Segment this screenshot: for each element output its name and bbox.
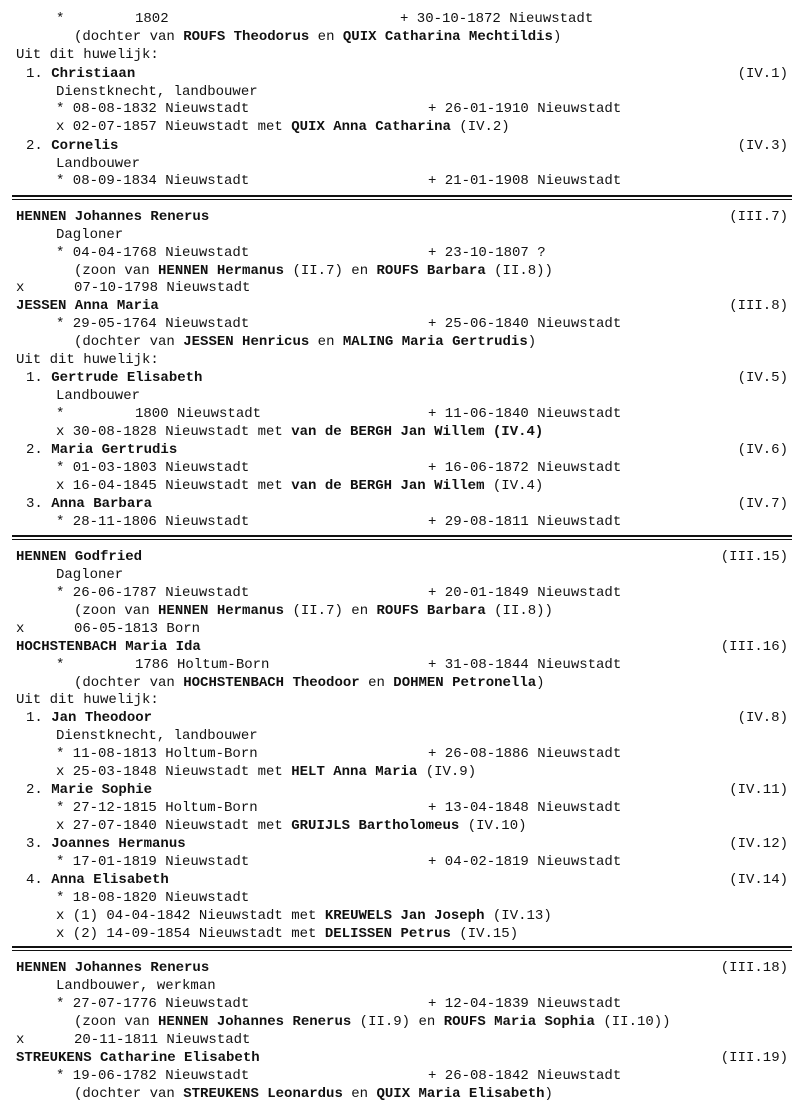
- child-birth: * 18-08-1820 Nieuwstadt: [56, 890, 250, 906]
- spouse-birth-star: *: [56, 657, 65, 673]
- child-heading: 3. Anna Barbara: [26, 496, 153, 512]
- child-marriage: x 25-03-1848 Nieuwstadt met HELT Anna Maria (IV.9): [56, 764, 477, 780]
- marriage-text: 06-05-1813 Born: [74, 621, 201, 637]
- child-birth: * 27-12-1815 Holtum-Born: [56, 800, 258, 816]
- section-divider: [12, 535, 792, 540]
- child-marriage: x 27-07-1840 Nieuwstadt met GRUIJLS Bartholomeus (IV.10): [56, 818, 527, 834]
- child-death: + 21-01-1908 Nieuwstadt: [428, 173, 622, 189]
- birth-year: 1802: [135, 11, 169, 27]
- spouse-parents-line: (dochter van JESSEN Henricus en MALING Maria Gertrudis): [74, 334, 537, 350]
- child-heading: 4. Anna Elisabeth: [26, 872, 169, 888]
- child-ref: (IV.12): [729, 836, 788, 852]
- marriage-text: 20-11-1811 Nieuwstadt: [74, 1032, 251, 1048]
- child-ref: (IV.1): [737, 66, 788, 82]
- child-birth: * 08-09-1834 Nieuwstadt: [56, 173, 250, 189]
- person-ref: (III.15): [720, 549, 788, 565]
- parents-line: (zoon van HENNEN Johannes Renerus (II.9) en ROUFS Maria Sophia (II.10)): [74, 1014, 671, 1030]
- person-name: HENNEN Johannes Renerus: [16, 209, 210, 225]
- child-heading: 1. Christiaan: [26, 66, 136, 82]
- child-death: + 29-08-1811 Nieuwstadt: [428, 514, 622, 530]
- child-ref: (IV.3): [737, 138, 788, 154]
- marriage-text: 07-10-1798 Nieuwstadt: [74, 280, 251, 296]
- spouse-death: + 25-06-1840 Nieuwstadt: [428, 316, 622, 332]
- parents-line: (zoon van HENNEN Hermanus (II.7) en ROUFS Barbara (II.8)): [74, 263, 553, 279]
- marriage-x: x: [16, 1032, 25, 1048]
- spouse-ref: (III.19): [720, 1050, 788, 1066]
- child-occupation: Landbouwer: [56, 388, 141, 404]
- child-marriage-2: x (2) 14-09-1854 Nieuwstadt met DELISSEN Petrus (IV.15): [56, 926, 519, 942]
- child-ref: (IV.8): [737, 710, 788, 726]
- child-occupation: Dienstknecht, landbouwer: [56, 728, 258, 744]
- spouse-name: JESSEN Anna Maria: [16, 298, 159, 314]
- child-birth: * 28-11-1806 Nieuwstadt: [56, 514, 250, 530]
- child-ref: (IV.5): [737, 370, 788, 386]
- spouse-ref: (III.8): [729, 298, 788, 314]
- spouse-ref: (III.16): [720, 639, 788, 655]
- spouse-death: + 26-08-1842 Nieuwstadt: [428, 1068, 622, 1084]
- person-occupation: Dagloner: [56, 227, 124, 243]
- spouse-parents-line: (dochter van HOCHSTENBACH Theodoor en DOHMEN Petronella): [74, 675, 545, 691]
- children-header: Uit dit huwelijk:: [16, 47, 159, 63]
- child-death: + 11-06-1840 Nieuwstadt: [428, 406, 622, 422]
- child-death: + 26-08-1886 Nieuwstadt: [428, 746, 622, 762]
- child-heading: 1. Gertrude Elisabeth: [26, 370, 203, 386]
- child-birth: * 01-03-1803 Nieuwstadt: [56, 460, 250, 476]
- child-ref: (IV.6): [737, 442, 788, 458]
- child-birth-star: *: [56, 406, 65, 422]
- child-marriage: x (1) 04-04-1842 Nieuwstadt met KREUWELS Jan Joseph (IV.13): [56, 908, 552, 924]
- child-heading: 2. Marie Sophie: [26, 782, 153, 798]
- child-marriage: x 30-08-1828 Nieuwstadt met van de BERGH Jan Willem (IV.4): [56, 424, 544, 440]
- person-ref: (III.18): [720, 960, 788, 976]
- spouse-birth: 1786 Holtum-Born: [135, 657, 270, 673]
- parents-line: (dochter van ROUFS Theodorus en QUIX Catharina Mechtildis): [74, 29, 562, 45]
- person-name: HENNEN Johannes Renerus: [16, 960, 210, 976]
- child-birth: * 17-01-1819 Nieuwstadt: [56, 854, 250, 870]
- child-ref: (IV.11): [729, 782, 788, 798]
- person-birth: * 26-06-1787 Nieuwstadt: [56, 585, 250, 601]
- child-occupation: Landbouwer: [56, 156, 141, 172]
- person-occupation: Landbouwer, werkman: [56, 978, 216, 994]
- birth-star: *: [56, 11, 65, 27]
- child-death: + 13-04-1848 Nieuwstadt: [428, 800, 622, 816]
- spouse-birth: * 29-05-1764 Nieuwstadt: [56, 316, 250, 332]
- child-ref: (IV.7): [737, 496, 788, 512]
- marriage-x: x: [16, 621, 25, 637]
- child-ref: (IV.14): [729, 872, 788, 888]
- child-marriage: x 02-07-1857 Nieuwstadt met QUIX Anna Catharina (IV.2): [56, 119, 510, 135]
- spouse-death: + 31-08-1844 Nieuwstadt: [428, 657, 622, 673]
- person-ref: (III.7): [729, 209, 788, 225]
- parents-line: (zoon van HENNEN Hermanus (II.7) en ROUFS Barbara (II.8)): [74, 603, 553, 619]
- person-occupation: Dagloner: [56, 567, 124, 583]
- child-birth: * 11-08-1813 Holtum-Born: [56, 746, 258, 762]
- person-death: + 23-10-1807 ?: [428, 245, 546, 261]
- child-birth: 1800 Nieuwstadt: [135, 406, 262, 422]
- person-name: HENNEN Godfried: [16, 549, 143, 565]
- child-death: + 26-01-1910 Nieuwstadt: [428, 101, 622, 117]
- child-heading: 2. Maria Gertrudis: [26, 442, 178, 458]
- child-death: + 16-06-1872 Nieuwstadt: [428, 460, 622, 476]
- spouse-birth: * 19-06-1782 Nieuwstadt: [56, 1068, 250, 1084]
- person-death: + 20-01-1849 Nieuwstadt: [428, 585, 622, 601]
- child-heading: 3. Joannes Hermanus: [26, 836, 186, 852]
- child-death: + 04-02-1819 Nieuwstadt: [428, 854, 622, 870]
- section-divider: [12, 946, 792, 951]
- child-birth: * 08-08-1832 Nieuwstadt: [56, 101, 250, 117]
- children-header: Uit dit huwelijk:: [16, 692, 159, 708]
- children-header: Uit dit huwelijk:: [16, 352, 159, 368]
- spouse-parents-line: (dochter van STREUKENS Leonardus en QUIX Maria Elisabeth): [74, 1086, 553, 1102]
- spouse-name: HOCHSTENBACH Maria Ida: [16, 639, 201, 655]
- person-birth: * 04-04-1768 Nieuwstadt: [56, 245, 250, 261]
- child-heading: 2. Cornelis: [26, 138, 119, 154]
- person-birth: * 27-07-1776 Nieuwstadt: [56, 996, 250, 1012]
- child-marriage: x 16-04-1845 Nieuwstadt met van de BERGH Jan Willem (IV.4): [56, 478, 544, 494]
- child-heading: 1. Jan Theodoor: [26, 710, 153, 726]
- section-divider: [12, 195, 792, 200]
- child-occupation: Dienstknecht, landbouwer: [56, 84, 258, 100]
- person-death: + 12-04-1839 Nieuwstadt: [428, 996, 622, 1012]
- death-date: + 30-10-1872 Nieuwstadt: [400, 11, 594, 27]
- spouse-name: STREUKENS Catharine Elisabeth: [16, 1050, 260, 1066]
- marriage-x: x: [16, 280, 25, 296]
